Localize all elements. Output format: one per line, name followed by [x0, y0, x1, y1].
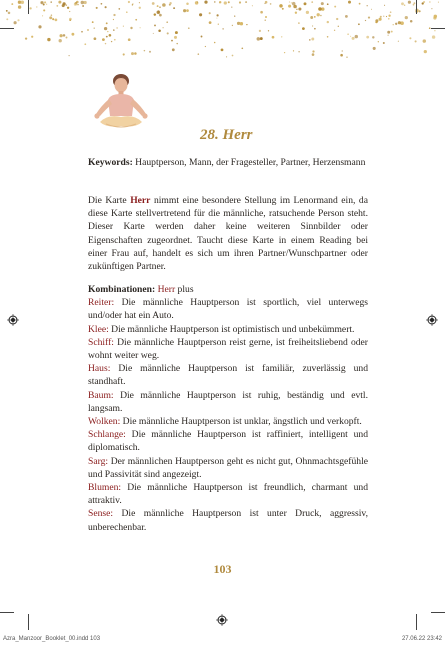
meditating-man-illustration: [88, 70, 154, 142]
crop-mark: [416, 614, 417, 630]
combination-text: Die männliche Hauptperson ist raffiniert, intelligent und diplomatisch.: [88, 429, 368, 454]
combination-card: Reiter:: [88, 297, 115, 309]
combinations-section: [88, 283, 368, 534]
registration-mark-icon: [426, 314, 438, 326]
combination-text: Die männliche Hauptperson ist familiär, zuverlässig und standhaft.: [88, 363, 368, 388]
combination-item: [88, 455, 368, 481]
combination-item: [88, 336, 368, 362]
combination-item: [88, 507, 368, 533]
combination-item: [88, 362, 368, 388]
combination-text: Die männliche Hauptperson ist ruhig, beständig und evtl. langsam.: [88, 389, 368, 414]
page-number: 103: [213, 562, 232, 576]
crop-mark: [431, 28, 445, 29]
footer-file-info: Azra_Manzoor_Booklet_00.indd 103: [3, 636, 101, 642]
keywords-text: Hauptperson, Mann, der Fragesteller, Partner, Herzensmann: [132, 157, 366, 168]
registration-mark-icon: [7, 314, 19, 326]
combination-item: [88, 481, 368, 507]
desc-post: nimmt eine besondere Stellung im Lenormand ein, da diese Karte stellvertretend für die männliche, ratsuchende Person steht. Dieser Karte werden daher keine weiteren Sinnbilder oder Eigenschaften zugeordnet. Taucht diese Karte in einem Reading bei einer Frau auf, handelt es sich um ihren Partner/Wunschpartner oder zukünftigen Partner.: [88, 195, 368, 273]
combination-card: Sarg:: [88, 455, 109, 467]
combination-text: Die männliche Hauptperson ist unklar, ängstlich und verkopft.: [120, 416, 362, 428]
combination-card: Klee:: [88, 323, 109, 335]
registration-mark-icon: [216, 614, 228, 626]
footer-timestamp: 27.06.22 23:42: [401, 636, 442, 642]
combination-item: [88, 323, 368, 336]
combination-text: Die männliche Hauptperson ist optimistisch und unbekümmert.: [108, 323, 355, 335]
combination-card: Blumen:: [88, 482, 122, 494]
keywords-paragraph: [88, 156, 368, 169]
combination-text: Die männliche Hauptperson ist sportlich, viel unterwegs und/oder hat ein Auto.: [88, 297, 368, 322]
combination-card: Sense:: [88, 508, 114, 520]
description-paragraph: [88, 194, 368, 273]
combinations-label: Kombinationen:: [88, 284, 156, 295]
combination-text: Die männliche Hauptperson ist freundlich, charmant und attraktiv.: [88, 482, 368, 507]
combination-text: Die männliche Hauptperson ist unter Druck, aggressiv, unberechenbar.: [88, 508, 368, 533]
combination-item: [88, 415, 368, 428]
combination-item: [88, 428, 368, 454]
combination-card: Baum:: [88, 389, 114, 401]
combination-card: Schlange:: [88, 429, 126, 441]
keywords-label: Keywords:: [88, 157, 133, 168]
crop-mark: [0, 612, 14, 613]
desc-pre: Die Karte: [88, 195, 131, 206]
combination-card: Haus:: [88, 363, 111, 375]
combination-card: Wolken:: [88, 416, 121, 428]
combinations-heading: [88, 283, 368, 296]
combination-text: Der männlichen Hauptperson geht es nicht gut, Ohnmachtsgefühle und Passivität sind angezeigt.: [88, 455, 368, 480]
combinations-plus: plus: [175, 284, 194, 295]
crop-mark: [28, 614, 29, 630]
card-title: 28. Herr: [200, 127, 253, 143]
crop-mark: [0, 28, 14, 29]
crop-mark: [28, 0, 29, 14]
combination-item: [88, 296, 368, 322]
gold-confetti-header: [0, 0, 445, 64]
card-name-highlight: Herr: [130, 195, 151, 206]
crop-mark: [431, 612, 445, 613]
combination-item: [88, 389, 368, 415]
crop-mark: [416, 0, 417, 14]
combination-card: Schiff:: [88, 336, 114, 348]
combination-text: Die männliche Hauptperson reist gerne, ist freiheitsliebend oder wohnt weiter weg.: [88, 336, 368, 362]
combinations-card: Herr: [157, 284, 176, 295]
